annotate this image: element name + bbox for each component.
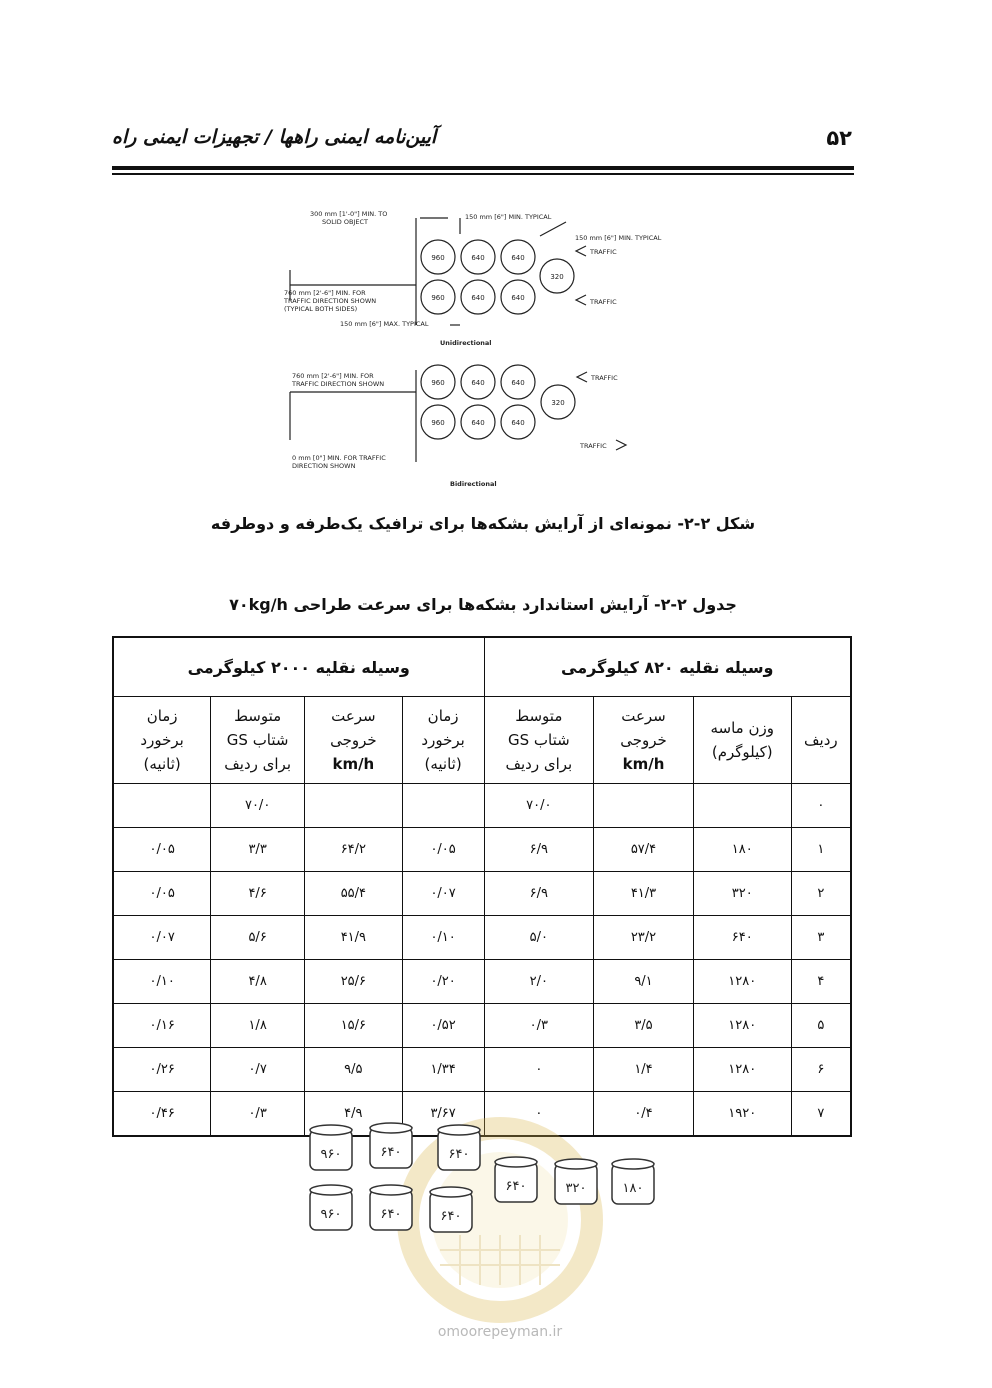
col-gs-820: متوسط شتاب GS برای ردیف (484, 697, 594, 784)
table-row (113, 916, 851, 960)
traffic-arrow-bi-bottom (616, 440, 626, 450)
table-cell (594, 784, 694, 828)
svg-text:TRAFFIC DIRECTION SHOWN: TRAFFIC DIRECTION SHOWN (284, 297, 377, 305)
col-sand-weight: وزن ماسه (کیلوگرم) (693, 697, 791, 784)
table-cell: ۰ (484, 1048, 594, 1092)
table-cell (113, 784, 211, 828)
table-cell: ۱۲۸۰ (693, 1004, 791, 1048)
table-cell: ۱/۸ (211, 1004, 305, 1048)
page-header (112, 126, 852, 166)
barrel-cans-illustration (300, 1120, 670, 1240)
col-time-2000: زمان برخورد (ثانیه) (113, 697, 211, 784)
svg-text:SOLID OBJECT: SOLID OBJECT (322, 218, 368, 226)
table-row (113, 1004, 851, 1048)
table-cell: ۷۰/۰ (484, 784, 594, 828)
svg-text:۶۴۰: ۶۴۰ (448, 1147, 470, 1162)
traffic-arrow-uni-bottom (576, 295, 586, 305)
svg-text:۹۶۰: ۹۶۰ (320, 1147, 342, 1162)
table-cell: ۶۴۰ (693, 916, 791, 960)
svg-text:۱۸۰: ۱۸۰ (622, 1181, 644, 1196)
svg-text:640: 640 (471, 294, 485, 302)
col-exit-speed-820: سرعت خروجی km/h (594, 697, 694, 784)
page-number: ۵۲ (826, 126, 852, 150)
col-time-820: زمان برخورد (ثانیه) (402, 697, 484, 784)
svg-text:۶۴۰: ۶۴۰ (380, 1207, 402, 1222)
barrel-arrangement-figure (270, 200, 700, 500)
table-cell: ۳/۳ (211, 828, 305, 872)
table-cell: ۰/۳ (211, 1092, 305, 1137)
table-cell: ۵۷/۴ (594, 828, 694, 872)
table-cell: ۶/۹ (484, 828, 594, 872)
table-cell: ۲/۰ (484, 960, 594, 1004)
table-cell: ۵/۶ (211, 916, 305, 960)
table-cell: ۵ (791, 1004, 851, 1048)
table-caption: جدول ۲-۲- آرایش استاندارد بشکه‌ها برای سرعت طراحی ۷۰kg/h (229, 595, 737, 614)
svg-text:TRAFFIC: TRAFFIC (591, 374, 618, 382)
svg-text:960: 960 (431, 419, 445, 427)
table-cell: ۰/۲۰ (402, 960, 484, 1004)
table-cell: ۲ (791, 872, 851, 916)
table-row (113, 784, 851, 828)
table-cell: ۴۱/۳ (594, 872, 694, 916)
svg-text:0 mm [0"] MIN. FOR TRAFFIC: 0 mm [0"] MIN. FOR TRAFFIC (292, 454, 386, 462)
svg-text:150 mm [6"] MAX. TYPICAL: 150 mm [6"] MAX. TYPICAL (340, 320, 429, 328)
table-cell: ۹/۱ (594, 960, 694, 1004)
col-exit-speed-2000: سرعت خروجی km/h (305, 697, 403, 784)
table-cell: ۱/۳۴ (402, 1048, 484, 1092)
col-row: ردیف (791, 697, 851, 784)
svg-text:۶۴۰: ۶۴۰ (505, 1179, 527, 1194)
table-cell: ۳/۵ (594, 1004, 694, 1048)
svg-text:TRAFFIC: TRAFFIC (590, 298, 617, 306)
running-title: آیین‌نامه ایمنی راهها / تجهیزات ایمنی راه (112, 126, 437, 148)
column-header-row (113, 697, 851, 784)
table-cell: ۶/۹ (484, 872, 594, 916)
table-row (113, 872, 851, 916)
table-cell: ۰/۴۶ (113, 1092, 211, 1137)
table-row (113, 1048, 851, 1092)
table-cell: ۵۵/۴ (305, 872, 403, 916)
table-cell: ۰/۰۵ (113, 872, 211, 916)
table-cell: ۴۱/۹ (305, 916, 403, 960)
table-cell: ۲۳/۲ (594, 916, 694, 960)
svg-text:TRAFFIC DIRECTION SHOWN: TRAFFIC DIRECTION SHOWN (292, 380, 385, 388)
table-cell: ۰/۰۵ (402, 828, 484, 872)
table-cell: ۰/۰۷ (402, 872, 484, 916)
table-row (113, 960, 851, 1004)
table-cell: ۰/۱۰ (402, 916, 484, 960)
svg-text:(TYPICAL BOTH SIDES): (TYPICAL BOTH SIDES) (284, 305, 358, 313)
traffic-arrow-bi-top (577, 372, 587, 382)
table-cell: ۰/۳ (484, 1004, 594, 1048)
table-cell (402, 784, 484, 828)
svg-text:TRAFFIC: TRAFFIC (590, 248, 617, 256)
svg-text:960: 960 (431, 254, 445, 262)
svg-text:300 mm [1'-0"] MIN. TO: 300 mm [1'-0"] MIN. TO (310, 210, 388, 218)
table-cell: ۴/۸ (211, 960, 305, 1004)
svg-text:640: 640 (471, 419, 485, 427)
group-2000-header: وسیله نقلیه ۲۰۰۰ کیلوگرمی (113, 637, 484, 697)
table-cell: ۱۲۸۰ (693, 1048, 791, 1092)
group-820-header: وسیله نقلیه ۸۲۰ کیلوگرمی (484, 637, 851, 697)
header-rule-thin (112, 173, 854, 175)
table-cell: ۰/۱۶ (113, 1004, 211, 1048)
svg-text:۹۶۰: ۹۶۰ (320, 1207, 342, 1222)
barrel-arrangement-table (112, 636, 852, 1137)
table-cell (693, 784, 791, 828)
table-cell: ۶۴/۲ (305, 828, 403, 872)
table-cell: ۰ (484, 1092, 594, 1137)
table-body (113, 784, 851, 1137)
svg-text:TRAFFIC: TRAFFIC (580, 442, 607, 450)
table-cell: ۳ (791, 916, 851, 960)
table-cell: ۱/۴ (594, 1048, 694, 1092)
table-cell: ۱۲۸۰ (693, 960, 791, 1004)
table-cell: ۰/۲۶ (113, 1048, 211, 1092)
svg-text:960: 960 (431, 294, 445, 302)
website-watermark: omoorepeyman.ir (437, 1324, 563, 1340)
table-cell: ۷۰/۰ (211, 784, 305, 828)
svg-text:640: 640 (471, 379, 485, 387)
svg-text:۶۴۰: ۶۴۰ (380, 1145, 402, 1160)
table-row (113, 828, 851, 872)
table-cell: ۰/۷ (211, 1048, 305, 1092)
svg-text:760 mm [2'-6"] MIN. FOR: 760 mm [2'-6"] MIN. FOR (284, 289, 366, 297)
header-rule-thick (112, 166, 854, 170)
table-cell: ۱۸۰ (693, 828, 791, 872)
svg-text:150 mm [6"] MIN. TYPICAL: 150 mm [6"] MIN. TYPICAL (465, 213, 552, 221)
barrel-diagram (270, 200, 700, 500)
svg-text:320: 320 (550, 273, 564, 281)
table-cell: ۹/۵ (305, 1048, 403, 1092)
svg-text:760 mm [2'-6"] MIN. FOR: 760 mm [2'-6"] MIN. FOR (292, 372, 374, 380)
svg-text:DIRECTION SHOWN: DIRECTION SHOWN (292, 462, 356, 470)
figure-caption: شکل ۲-۲- نمونه‌ای از آرایش بشکه‌ها برای ترافیک یک‌طرفه و دوطرفه (210, 514, 756, 533)
svg-text:640: 640 (511, 294, 525, 302)
table-cell: ۳/۶۷ (402, 1092, 484, 1137)
svg-text:Unidirectional: Unidirectional (440, 339, 492, 347)
table-cell: ۱ (791, 828, 851, 872)
table-cell: ۰/۴ (594, 1092, 694, 1137)
table-cell: ۰/۵۲ (402, 1004, 484, 1048)
table-cell: ۱۹۲۰ (693, 1092, 791, 1137)
table-cell (305, 784, 403, 828)
svg-text:640: 640 (511, 419, 525, 427)
svg-text:150 mm [6"] MIN. TYPICAL: 150 mm [6"] MIN. TYPICAL (575, 234, 662, 242)
table-cell: ۰ (791, 784, 851, 828)
group-header-row (113, 637, 851, 697)
table-cell: ۴ (791, 960, 851, 1004)
table-cell: ۶ (791, 1048, 851, 1092)
table-cell: ۱۵/۶ (305, 1004, 403, 1048)
table-cell: ۴/۹ (305, 1092, 403, 1137)
svg-text:640: 640 (511, 254, 525, 262)
table-cell: ۰/۰۷ (113, 916, 211, 960)
col-gs-2000: متوسط شتاب GS برای ردیف (211, 697, 305, 784)
svg-text:640: 640 (511, 379, 525, 387)
table-cell: ۲۵/۶ (305, 960, 403, 1004)
table-cell: ۳۲۰ (693, 872, 791, 916)
svg-text:960: 960 (431, 379, 445, 387)
table-cell: ۵/۰ (484, 916, 594, 960)
table-cell: ۷ (791, 1092, 851, 1137)
svg-text:320: 320 (551, 399, 565, 407)
traffic-arrow-uni-top (576, 246, 586, 256)
table-cell: ۰/۰۵ (113, 828, 211, 872)
svg-text:Bidirectional: Bidirectional (450, 480, 497, 488)
svg-text:640: 640 (471, 254, 485, 262)
svg-text:۶۴۰: ۶۴۰ (440, 1209, 462, 1224)
table-cell: ۰/۱۰ (113, 960, 211, 1004)
svg-text:۳۲۰: ۳۲۰ (565, 1181, 587, 1196)
table-cell: ۴/۶ (211, 872, 305, 916)
